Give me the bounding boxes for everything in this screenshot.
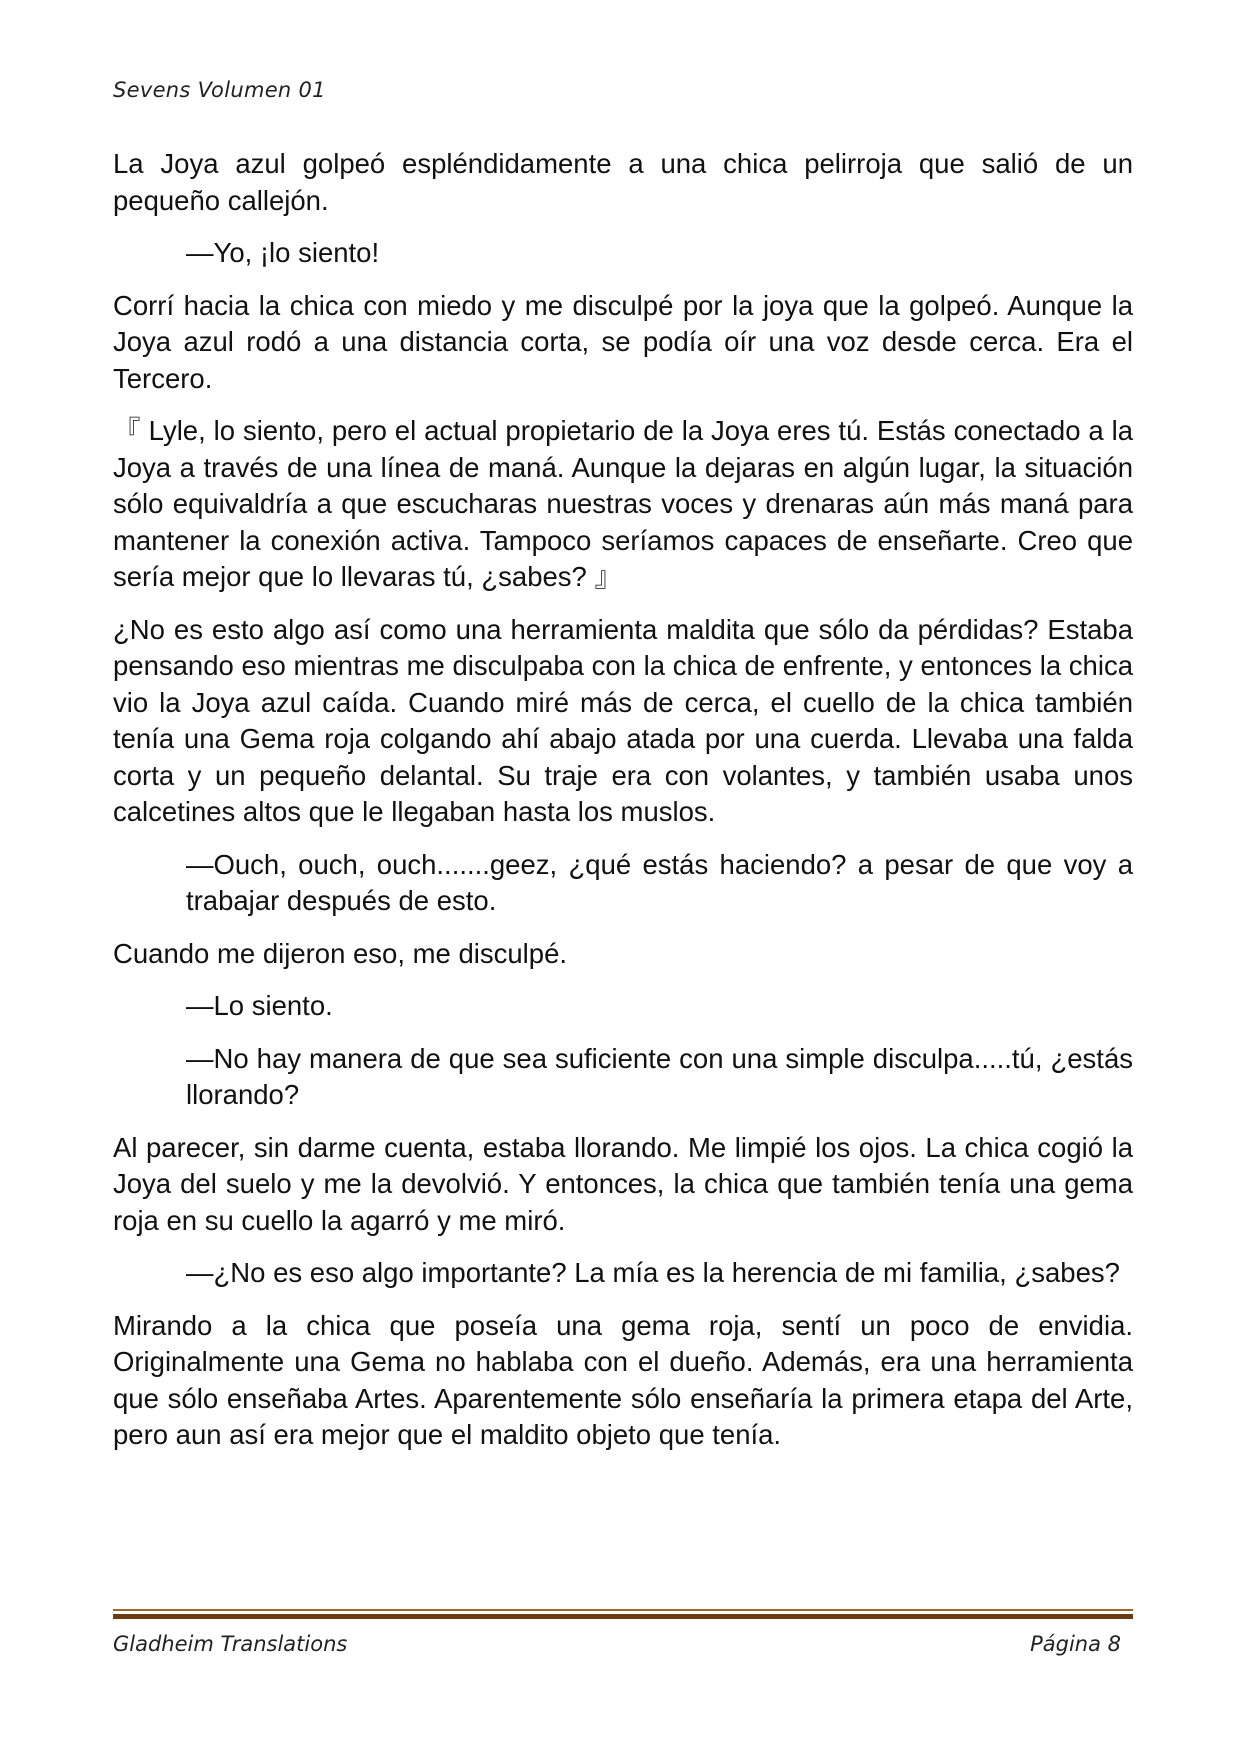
dialogue-paragraph: —Yo, ¡lo siento!: [186, 237, 380, 268]
running-header: Sevens Volumen 01: [113, 78, 326, 102]
footer-divider-thin: [113, 1609, 1133, 1611]
dialogue-paragraph: —No hay manera de que sea suficiente con una simple disculpa.....tú, ¿estás llorando?: [186, 1042, 1133, 1110]
paragraph: 『 Lyle, lo siento, pero el actual propietario de la Joya eres tú. Estás conectado a la Joya a través de una línea de maná. Aunque la dejaras en algún lugar, la situación sólo equivaldría a que escucharas nuestras voces y drenaras aún más maná para mantener la conexión activa. Tampoco seríamos capaces de enseñarte. Creo que sería mejor que lo llevaras tú, ¿sabes? 』: [113, 415, 1133, 592]
dialogue-paragraph: —Lo siento.: [186, 990, 333, 1021]
footer-publisher: Gladheim Translations: [113, 1632, 348, 1656]
paragraph: Mirando a la chica que poseía una gema roja, sentí un poco de envidia. Originalmente una Gema no hablaba con el dueño. Además, era una herramienta que sólo enseñaba Artes. Aparentemente sólo enseñaría la primera etapa del Arte, pero aun así era mejor que el maldito objeto que tenía.: [113, 1309, 1133, 1450]
dialogue-paragraph: —Ouch, ouch, ouch.......geez, ¿qué estás haciendo? a pesar de que voy a trabajar después de esto.: [186, 848, 1133, 916]
footer-page-number: Página 8: [1030, 1632, 1121, 1656]
paragraph: Cuando me dijeron eso, me disculpé.: [113, 937, 568, 969]
footer-divider-thick: [113, 1614, 1133, 1619]
paragraph: ¿No es esto algo así como una herramienta maldita que sólo da pérdidas? Estaba pensando eso mientras me disculpaba con la chica de enfrente, y entonces la chica vio la Joya azul caída. Cuando miré más de cerca, el cuello de la chica también tenía una Gema roja colgando ahí abajo atada por una cuerda. Llevaba una falda corta y un pequeño delantal. Su traje era con volantes, y también usaba unos calcetines altos que le llegaban hasta los muslos.: [113, 613, 1133, 827]
paragraph: Al parecer, sin darme cuenta, estaba llorando. Me limpié los ojos. La chica cogió la Joya del suelo y me la devolvió. Y entonces, la chica que también tenía una gema roja en su cuello la agarró y me miró.: [113, 1131, 1133, 1236]
dialogue-paragraph: —¿No es eso algo importante? La mía es la herencia de mi familia, ¿sabes?: [186, 1257, 1120, 1288]
paragraph: Corrí hacia la chica con miedo y me disculpé por la joya que la golpeó. Aunque la Joya azul rodó a una distancia corta, se podía oír una voz desde cerca. Era el Tercero.: [113, 289, 1133, 394]
paragraph: La Joya azul golpeó espléndidamente a una chica pelirroja que salió de un pequeño callejón.: [113, 148, 1133, 216]
page-body: [113, 146, 1133, 1470]
